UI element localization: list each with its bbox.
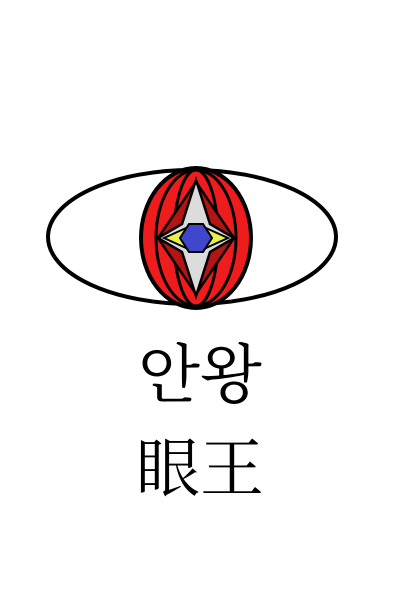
title-korean: 안왕 — [138, 339, 262, 413]
title-hanja: 眼王 — [136, 433, 264, 507]
